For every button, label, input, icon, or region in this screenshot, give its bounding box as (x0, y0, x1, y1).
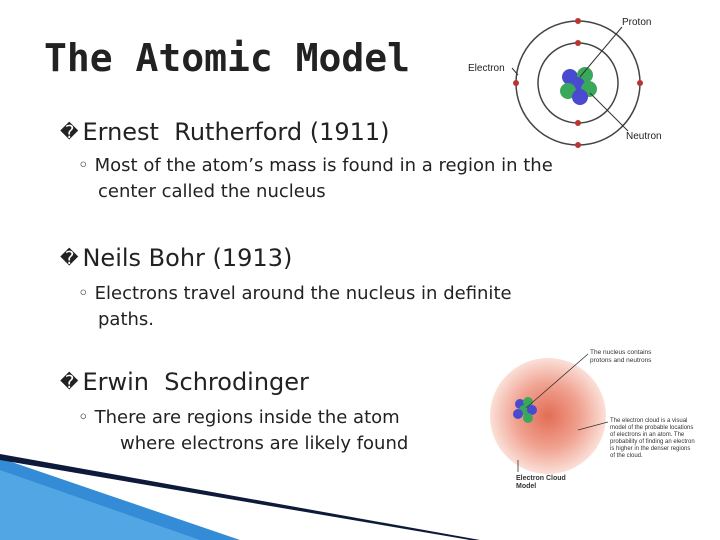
sub-line-2: center called the nucleus (98, 181, 326, 202)
bullet-marker: � (60, 122, 79, 143)
electron-dot (575, 18, 581, 24)
sub-line-2: paths. (98, 309, 155, 330)
sub-line-1: Most of the atom’s mass is found in a region in the (94, 155, 553, 176)
sub-line-1: There are regions inside the atom (94, 407, 400, 428)
sub-bohr (78, 281, 512, 333)
sub-line-2: where electrons are likely found (120, 433, 409, 454)
neutron-label: Neutron (626, 131, 662, 142)
bullet-label: Ernest (82, 118, 159, 146)
neutron-pointer (590, 93, 628, 131)
sub-marker: ◦ (78, 283, 89, 304)
bullet-rest: Bohr (1913) (148, 244, 293, 272)
slide-title: The Atomic Model (44, 36, 411, 80)
electron-cloud-diagram (478, 342, 720, 494)
bullet-marker: � (60, 372, 79, 393)
swoosh-light (0, 470, 200, 540)
sub-line-1: Electrons travel around the nucleus in definite (94, 283, 512, 304)
sub-marker: ◦ (78, 155, 89, 176)
electron-dot (637, 80, 643, 86)
bullet-label: Erwin (82, 368, 150, 396)
proton-label: Proton (622, 17, 652, 28)
electron-cloud (490, 358, 606, 474)
nucleus-caption: The nucleus contains protons and neutrons (590, 349, 652, 364)
cloud-caption: The electron cloud is a visual model of the probable locations of electrons in an atom. The probability of finding an electron is higher in the denser regions of the cloud. (610, 418, 695, 459)
bullet-rutherford (60, 118, 390, 146)
bullet-label: Neils (82, 244, 142, 272)
bullet-marker: � (60, 248, 79, 269)
electron-dot (575, 120, 581, 126)
electron-dot (575, 142, 581, 148)
bullet-rest: Schrodinger (164, 368, 309, 396)
electron-label: Electron (468, 63, 505, 74)
bullet-rest: Rutherford (1911) (174, 118, 390, 146)
bullet-schrodinger (60, 368, 309, 396)
sub-marker: ◦ (78, 407, 89, 428)
bohr-atom-diagram (450, 5, 720, 153)
electron-dot (513, 80, 519, 86)
nucleus-icon (560, 67, 597, 105)
bullet-bohr (60, 244, 292, 272)
decorative-swoosh (0, 440, 480, 540)
electron-dot (575, 40, 581, 46)
sub-rutherford (78, 153, 553, 205)
model-caption: Electron Cloud Model (516, 475, 566, 490)
